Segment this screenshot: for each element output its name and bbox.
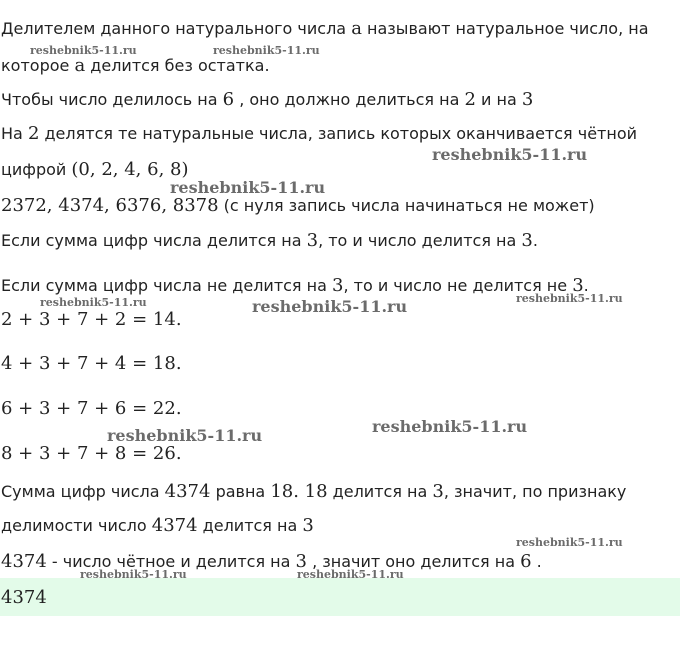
text-fragment: делятся те натуральные числа, запись которых оканчивается чётной [44,124,637,143]
conclusion-line-2 [1,516,314,536]
text-fragment: которое [1,56,70,75]
text-fragment: . [583,276,589,295]
math-equation: 4 + 3 + 7 + 4 = 18. [1,353,182,374]
text-fragment: , оно должно делиться на [239,90,460,109]
watermark-logo: reshebnik5-11.ru [107,426,263,445]
conclusion-line-1 [1,482,626,502]
text-fragment: , значит оно делится на [312,552,516,571]
text-fragment: и на [481,90,517,109]
watermark-logo: reshebnik5-11.ru [80,568,187,581]
math-variable: a [351,18,362,39]
math-variable: a [74,55,86,76]
math-number: 3 [521,230,533,251]
text-fragment: Чтобы число делилось на [1,90,218,109]
text-fragment: делится на [332,482,428,501]
text-fragment: - число чётное и делится на [51,552,291,571]
math-number-list: 2372, 4374, 6376, 8378 [1,195,219,216]
text-fragment: (с нуля запись числа начинаться не может) [223,196,595,215]
text-fragment: цифрой [1,160,67,179]
math-number: 3 [332,275,344,296]
text-fragment: . [532,231,538,250]
math-digit-set: (0, 2, 4, 6, 8) [71,159,189,180]
text-fragment: , то и число делится на [318,231,517,250]
watermark-logo: reshebnik5-11.ru [40,296,147,309]
math-number: 3 [432,481,444,502]
text-fragment: , то и число не делится не [343,276,568,295]
digit-sum-equation [1,310,182,330]
text-fragment: , значит, по признаку [443,482,627,501]
math-number: 3 [295,551,307,572]
watermark-logo: reshebnik5-11.ru [297,568,404,581]
math-equation: 6 + 3 + 7 + 6 = 22. [1,398,182,419]
text-fragment: На [1,124,23,143]
watermark-logo: reshebnik5-11.ru [516,292,623,305]
math-number: 3 [302,515,314,536]
answer-highlight [0,578,680,616]
math-number: 3 [521,89,534,110]
text-fragment: . [536,552,542,571]
watermark-logo: reshebnik5-11.ru [432,145,588,164]
math-number: 6 [222,89,235,110]
math-equation: 8 + 3 + 7 + 8 = 26. [1,443,182,464]
math-number: 6 [520,551,532,572]
rule-line-div2 [1,124,637,144]
rule-line-div6 [1,90,533,110]
text-fragment: делимости число [1,516,147,535]
math-number: 4374 [151,515,198,536]
text-fragment: делится на [202,516,298,535]
math-number: 4374 [1,551,47,572]
text-fragment: равна [215,482,266,501]
answer-value: 4374 [1,587,47,608]
math-number: 2 [464,89,476,110]
math-number: 2 [27,123,40,144]
rule-line-div3 [1,231,538,251]
watermark-logo: reshebnik5-11.ru [213,44,320,57]
watermark-logo: reshebnik5-11.ru [372,417,528,436]
text-fragment: Делителем данного натурального числа [1,19,347,38]
math-number: 3 [306,230,319,251]
math-equation: 2 + 3 + 7 + 2 = 14. [1,309,182,330]
watermark-logo: reshebnik5-11.ru [516,536,623,549]
digit-sum-equation [1,399,182,419]
text-fragment: Если сумма цифр числа делится на [1,231,302,250]
watermark-logo: reshebnik5-11.ru [30,44,137,57]
digit-sum-equation [1,354,182,374]
watermark-logo: reshebnik5-11.ru [170,178,326,197]
rule-line-not-div3 [1,276,589,296]
candidate-numbers-line [1,196,595,216]
math-number: 18. 18 [270,481,328,502]
text-fragment: Если сумма цифр числа не делится на [1,276,327,295]
definition-line-2 [1,56,270,76]
text-fragment: Сумма цифр числа [1,482,160,501]
digit-sum-equation [1,444,182,464]
text-fragment: называют натуральное число, на [367,19,649,38]
even-digits-line [1,160,189,180]
definition-line-1 [1,19,649,39]
text-fragment: делится без остатка. [90,56,270,75]
math-number: 4374 [164,481,211,502]
watermark-logo: reshebnik5-11.ru [252,297,408,316]
math-number: 3 [572,275,584,296]
